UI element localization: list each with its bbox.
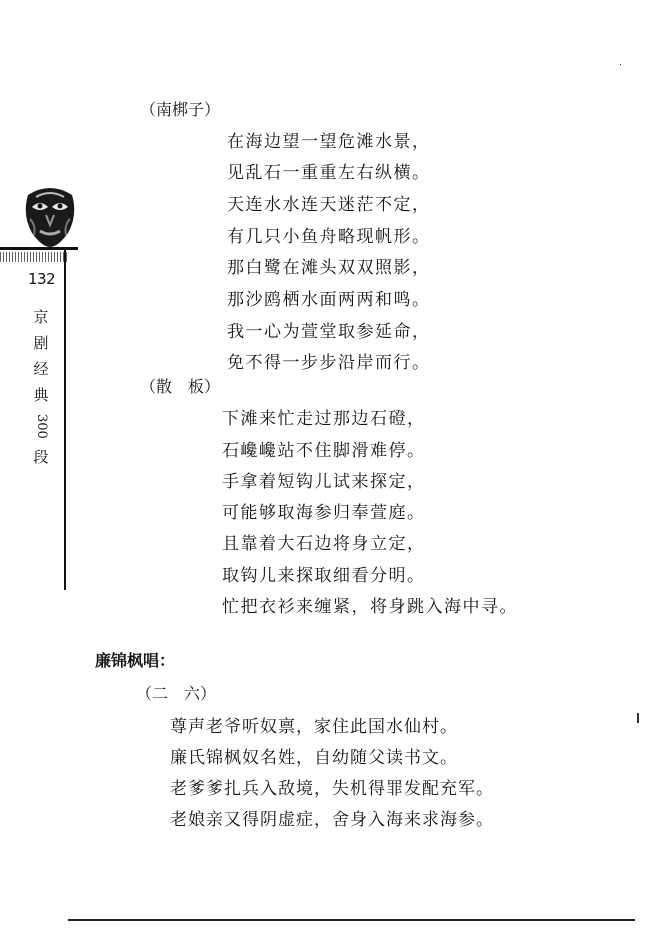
verse-line: 老娘亲又得阴虚症，舍身入海来求海参。 (170, 810, 494, 830)
margin-rule (0, 247, 78, 250)
verse-line: 在海边望一望危滩水景， (227, 132, 431, 152)
running-title-char: 经 (33, 360, 49, 378)
verse-line: 廉氏锦枫奴名姓，自幼随父读书文。 (170, 748, 458, 768)
speaker-label: 廉锦枫唱： (95, 651, 176, 670)
verse-line: 石巉巉站不住脚滑难停。 (222, 441, 426, 461)
page-number: 132 (28, 270, 56, 288)
verse-line: 手拿着短钩儿试来探定， (222, 472, 426, 492)
scan-speck (637, 713, 639, 723)
section-header-sanban: （散 板） (140, 377, 221, 396)
section-header-erliu: （二 六） (136, 684, 217, 703)
opera-mask-icon (22, 185, 78, 247)
verse-line: 免不得一步步沿岸而行。 (227, 353, 431, 373)
verse-line: 我一心为萱堂取参延命， (227, 322, 431, 342)
running-title-char: 京 (33, 308, 49, 326)
verse-line: 有几只小鱼舟略现帆形。 (227, 227, 431, 247)
scan-speck (620, 64, 621, 65)
margin-dotted-band (0, 252, 68, 262)
verse-line: 那沙鸥栖水面两两和鸣。 (227, 290, 431, 310)
running-title-number: 300 (34, 413, 49, 439)
section-header-nanbangzi: （南梆子） (140, 100, 221, 119)
verse-line: 天连水水连天迷茫不定， (227, 195, 431, 215)
running-title-char: 典 (33, 386, 49, 404)
verse-line: 尊声老爷听奴禀，家住此国水仙村。 (170, 717, 458, 737)
verse-line: 忙把衣衫来缠紧，将身跳入海中寻。 (222, 597, 518, 617)
bottom-rule (68, 919, 635, 921)
verse-line: 取钩儿来探取细看分明。 (222, 566, 426, 586)
verse-line: 可能够取海参归奉萱庭。 (222, 503, 426, 523)
verse-line: 且靠着大石边将身立定， (222, 534, 426, 554)
running-title (33, 304, 49, 470)
verse-line: 下滩来忙走过那边石磴， (222, 409, 426, 429)
verse-line: 老爹爹扎兵入敌境，失机得罪发配充军。 (170, 779, 494, 799)
margin-vertical-rule (64, 250, 66, 590)
verse-line: 那白鹭在滩头双双照影， (227, 258, 431, 278)
running-title-char: 段 (33, 448, 49, 466)
verse-line: 见乱石一重重左右纵横。 (227, 163, 431, 183)
running-title-char: 剧 (33, 334, 49, 352)
